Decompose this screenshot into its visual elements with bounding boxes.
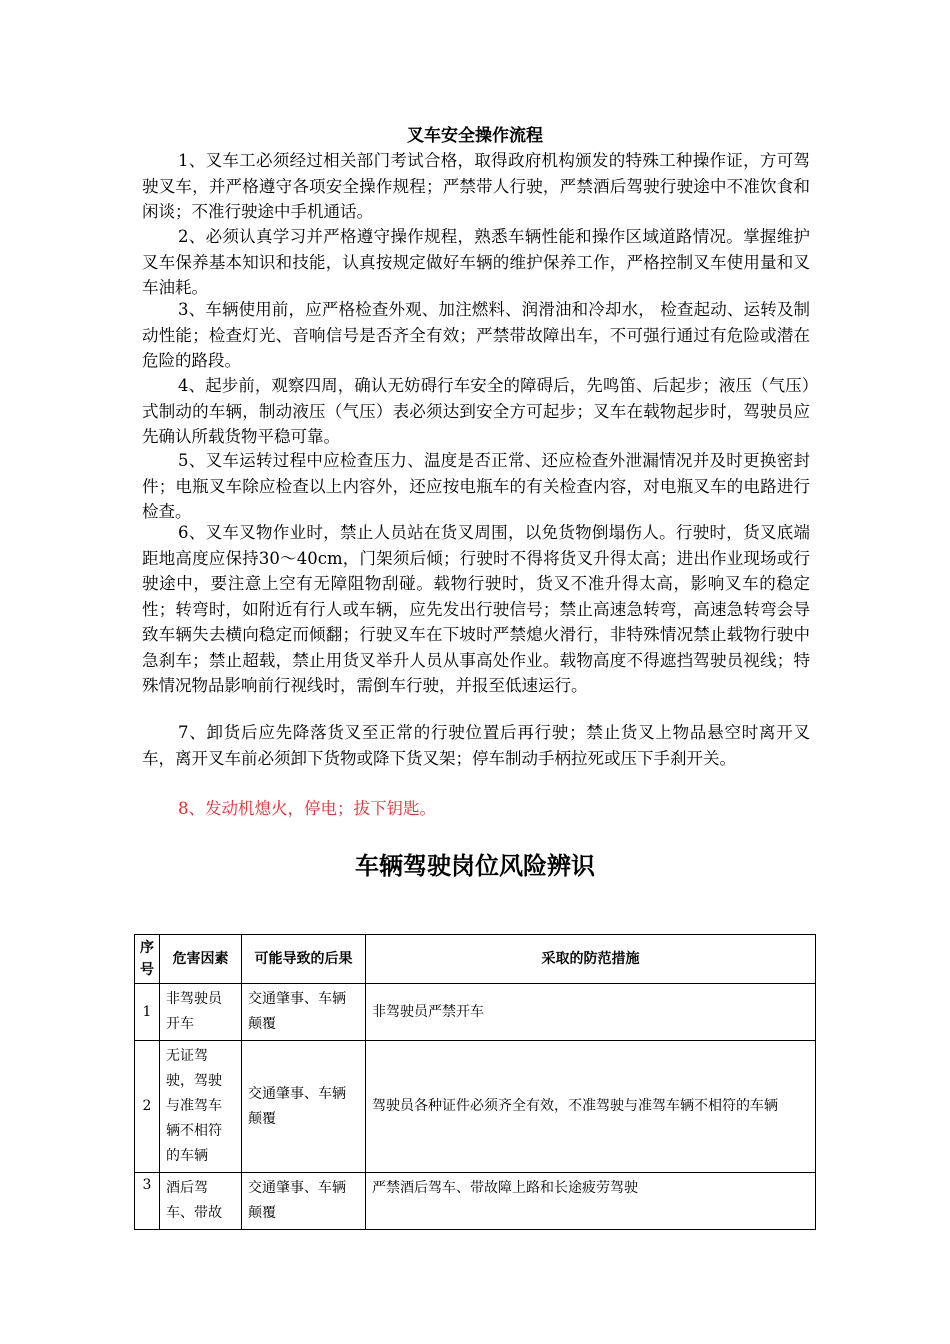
row-measure: 非驾驶员严禁开车 bbox=[366, 984, 816, 1041]
row-no: 3 bbox=[135, 1173, 160, 1230]
row-hazard: 无证驾驶，驾驶与准驾车辆不相符的车辆 bbox=[160, 1041, 242, 1173]
document-title: 叉车安全操作流程 bbox=[407, 126, 543, 146]
row-measure: 严禁酒后驾车、带故障上路和长途疲劳驾驶 bbox=[366, 1173, 816, 1230]
header-measure: 采取的防范措施 bbox=[366, 935, 816, 984]
paragraph-3: 3、车辆使用前，应严格检查外观、加注燃料、润滑油和冷却水， 检查起动、运转及制动性能；检查灯光、音响信号是否齐全有效；严禁带故障出车，不可强行通过有危险或潜在危险的路段。 bbox=[142, 300, 810, 370]
row-no: 1 bbox=[135, 984, 160, 1041]
paragraph-7: 7、卸货后应先降落货叉至正常的行驶位置后再行驶；禁止货叉上物品悬空时离开叉车，离开叉车前必须卸下货物或降下货叉架；停车制动手柄拉死或压下手刹开关。 bbox=[142, 723, 810, 768]
row-consequence: 交通肇事、车辆颠覆 bbox=[242, 1173, 366, 1230]
header-hazard: 危害因素 bbox=[160, 935, 242, 984]
header-no: 序号 bbox=[135, 935, 160, 984]
table-header-row bbox=[135, 935, 816, 984]
paragraph-2: 2、必须认真学习并严格遵守操作规程，熟悉车辆性能和操作区域道路情况。掌握维护叉车保养基本知识和技能，认真按规定做好车辆的维护保养工作，严格控制叉车使用量和叉车油耗。 bbox=[142, 227, 810, 297]
row-consequence: 交通肇事、车辆颠覆 bbox=[242, 1041, 366, 1173]
row-hazard: 酒后驾车、带故 bbox=[160, 1173, 242, 1230]
table-row bbox=[135, 984, 816, 1041]
paragraph-8-highlight: 8、发动机熄火，停电；拔下钥匙。 bbox=[178, 799, 436, 818]
row-measure: 驾驶员各种证件必须齐全有效，不准驾驶与准驾车辆不相符的车辆 bbox=[366, 1041, 816, 1173]
header-consequence: 可能导致的后果 bbox=[242, 935, 366, 984]
row-no: 2 bbox=[135, 1041, 160, 1173]
table-row bbox=[135, 1173, 816, 1230]
risk-table bbox=[134, 934, 816, 1230]
paragraph-5: 5、叉车运转过程中应检查压力、温度是否正常、还应检查外泄漏情况并及时更换密封件；电瓶叉车除应检查以上内容外，还应按电瓶车的有关检查内容，对电瓶叉车的电路进行检查。 bbox=[142, 451, 810, 521]
table-row bbox=[135, 1041, 816, 1173]
paragraph-1: 1、叉车工必须经过相关部门考试合格，取得政府机构颁发的特殊工种操作证，方可驾驶叉车，并严格遵守各项安全操作规程；严禁带人行驶，严禁酒后驾驶行驶途中不准饮食和闲谈；不准行驶途中手机通话。 bbox=[142, 151, 810, 221]
risk-section-title: 车辆驾驶岗位风险辨识 bbox=[355, 852, 595, 880]
paragraph-4: 4、起步前，观察四周，确认无妨碍行车安全的障碍后，先鸣笛、后起步；液压（气压）式制动的车辆，制动液压（气压）表必须达到安全方可起步；叉车在载物起步时，驾驶员应先确认所载货物平稳可靠。 bbox=[142, 376, 810, 446]
row-consequence: 交通肇事、车辆颠覆 bbox=[242, 984, 366, 1041]
paragraph-6: 6、叉车叉物作业时，禁止人员站在货叉周围，以免货物倒塌伤人。行驶时，货叉底端距地高度应保持30～40cm，门架须后倾；行驶时不得将货叉升得太高；进出作业现场或行驶途中，要注意上空有无障阻物刮碰。载物行驶时，货叉不准升得太高，影响叉车的稳定性；转弯时，如附近有行人或车辆，应先发出行驶信号；禁止高速急转弯，高速急转弯会导致车辆失去横向稳定而倾翻；行驶叉车在下坡时严禁熄火滑行，非特殊情况禁止载物行驶中急刹车；禁止超载，禁止用货叉举升人员从事高处作业。载物高度不得遮挡驾驶员视线；特殊情况物品影响前行视线时，需倒车行驶，并报至低速运行。 bbox=[142, 523, 810, 695]
row-hazard: 非驾驶员开车 bbox=[160, 984, 242, 1041]
